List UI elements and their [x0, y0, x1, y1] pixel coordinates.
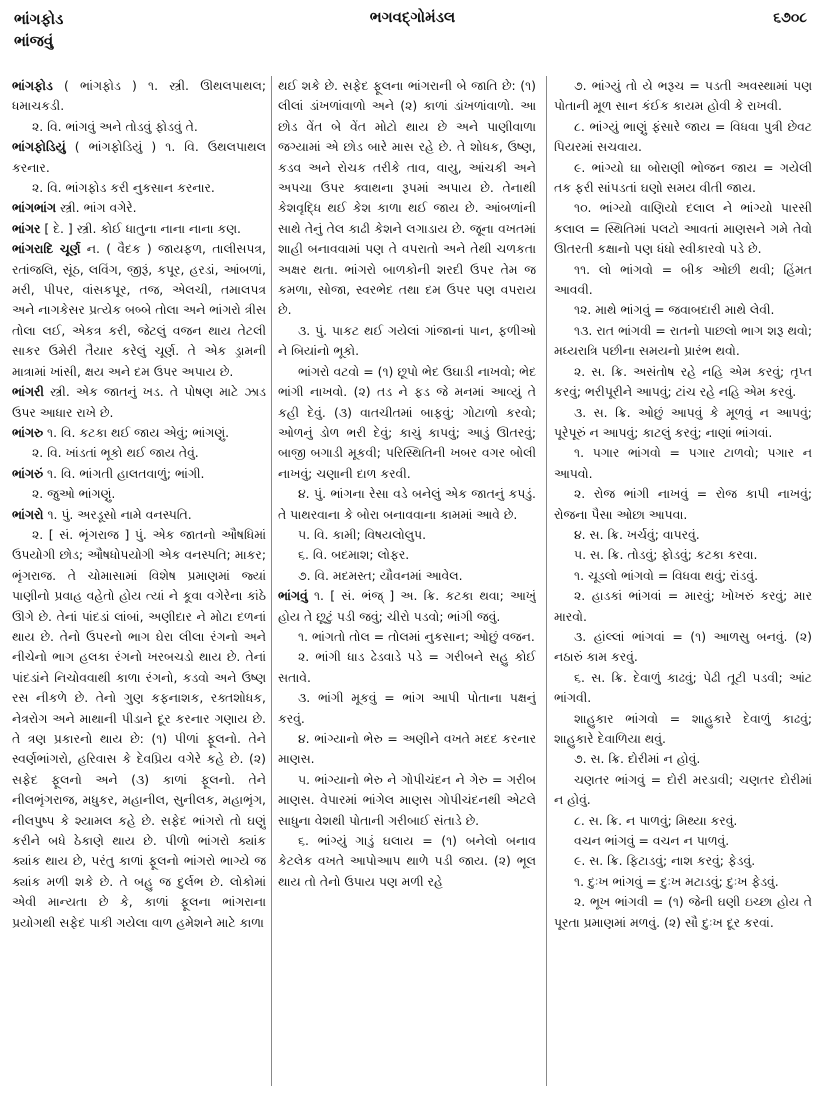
dictionary-entry [12, 423, 266, 443]
definition-text: ૧૨. માથે ભાંગવું = જવાબદારી માથે લેવી. [574, 302, 775, 318]
dictionary-entry [554, 566, 812, 586]
definition-text: ૫. ભાંગ્યાનો ભેરુ ને ગોપીચંદન ને ગેરુ = ગરીબ માણસ. વેપારમાં ભાંગેલ માણસ ગોપીચંદનથી એટલે સાધુના વેશથી પોતાની ગરીબાઈ સંતાડે છે. [278, 771, 536, 828]
dictionary-entry [554, 545, 812, 565]
dictionary-entry [554, 586, 812, 627]
column-2 [278, 76, 536, 1091]
dictionary-entry [12, 382, 266, 423]
definition-text: ૪. સ. ક્રિ. ખર્ચવું; વાપરવું. [574, 526, 700, 542]
definition-text: ૬. વિ. બદમાશ; લોફર. [298, 547, 410, 563]
definition-text: સ્ત્રી. ભાંગ વગેરે. [56, 200, 137, 216]
definition-text: ( ભાંગફોડ ) ૧. સ્ત્રી. ઊથલપાથલ; ધમાચકડી. [12, 78, 266, 114]
page-number: ૬૭૦૮ [773, 10, 807, 26]
headword: ભાંગરું [12, 465, 44, 481]
definition-text: ૮. ભાંગ્યું ભાણું ફંસારે જાય = વિધવા પુત્રી છેવટ પિયરમાં સચવાય. [554, 118, 812, 155]
dictionary-entry [278, 566, 536, 586]
first-headword: ભાંગફોડ [14, 10, 64, 28]
dictionary-entry [554, 158, 812, 199]
dictionary-entry [554, 362, 812, 403]
dictionary-entry [554, 627, 812, 668]
definition-text: ૩. પું. પાકટ થઈ ગયેલાં ગાંજાનાં પાન, ફળીઓ ને બિયાંનો ભૂકો. [278, 322, 536, 359]
headword: ભાંગફોડ [12, 78, 53, 93]
dictionary-entry [554, 749, 812, 769]
definition-text: ૨. [ સં. ભૃંગરાજ ] પું. એક જાતનો ઔષધિમાં ઉપયોગી છોડ; ઔષધોપયોગી એક વનસ્પતિ; માકર; ભૃંગરાજ. તે ચોમાસામાં વિશેષ પ્રમાણમાં જ્યાં પાણીનો પ્રવાહ વહેતો હોય ત્યાં ને કૂવા વગેરેના કાંઠે ઊગે છે. તેનાં પાંદડાં લાંબાં, અણીદાર ને મોટા દળનાં થાય છે. તેનો ઉપરનો ભાગ ઘેરા લીલા રંગનો અને નીચેનો ભાગ હલકા રંગનો ખરબચડો થાય છે. તેનાં પાંદડાંને નિચોવવાથી કાળા રંગનો, કડવો અને ઉષ્ણ રસ નીકળે છે. તેનો ગુણ કફનાશક, રક્તશોધક, નેત્રરોગ અને માથાની પીડાને દૂર કરનાર ગણાય છે. તે ત્રણ પ્રકારનો થાય છે: (૧) પીળાં ફૂલનો. તેને સ્વર્ણભાંગરો, હરિવાસ કે દેવપ્રિય વગેરે કહે છે. (૨) સફેદ ફૂલનો અને (૩) કાળાં ફૂલનો. તેને નીલભૃંગરાજ, મધુકર, મહાનીલ, સુનીલક, મહાભૃંગ, નીલપુષ્પ કે શ્યામલ કહે છે. સફેદ ભાંગરો તો ઘણું કરીને બધે ઠેકાણે થાય છે. પીળો ભાંગરો ક્યાંક ક્યાંક થાય છે, પરંતુ કાળાં ફૂલનો ભાંગરો ભાગ્યે જ ક્યાંક મળી શકે છે. તે બહુ જ દુર્લભ છે. લોકોમાં એવી માન્યતા છે કે, કાળાં ફૂલના ભાંગરાના પ્રયોગથી સફેદ પાકી ગયેલા વાળ હમેશને માટે કાળા [12, 526, 266, 930]
definition-text: ૭. સ. ક્રિ. દોરીમાં ન હોવું. [574, 751, 701, 767]
dictionary-entry [554, 770, 812, 811]
definition-text: ૨. વિ. ભાંગફોડ કરી નુકસાન કરનાર. [32, 180, 215, 196]
definition-text: ૧. ભાંગતો તોલ = તોલમાં નુકસાન; ઓછું વજન. [298, 628, 535, 644]
dictionary-entry [278, 586, 536, 627]
dictionary-entry [278, 770, 536, 831]
definition-text: શાહુકાર ભાંગવો = શાહુકારે દેવાળું કાઢવું; શાહુકારે દેવાળિયા થવું. [554, 710, 812, 746]
dictionary-entry [554, 811, 812, 831]
dictionary-entry [554, 443, 812, 484]
dictionary-entry [12, 178, 266, 198]
dictionary-entry [554, 872, 812, 892]
definition-text: ૫. સ. ક્રિ. તોડવું; ફોડવું; કટકા કરવા. [574, 547, 758, 563]
definition-text: ૨. હાડકાં ભાંગવાં = મારવું; ખોખરું કરવું; માર મારવો. [554, 588, 812, 624]
definition-text: ૩. હાંલ્લાં ભાંગવાં = (૧) આળસુ બનવું. (૨) નઠારું કામ કરવું. [554, 628, 812, 665]
dictionary-entry [278, 525, 536, 545]
last-headword: ભાંજવું [14, 32, 54, 50]
dictionary-entry [554, 709, 812, 750]
definition-text: ૧૧. લો ભાંગવો = બીક ઓછી થવી; હિંમત આવવી. [554, 261, 812, 298]
definition-text: ૧૩. રાત ભાંગવી = રાતનો પાછલો ભાગ શરૂ થવો; મધ્યરાત્રિ પછીના સમયનો પ્રારંભ થવો. [554, 322, 812, 359]
dictionary-entry [12, 117, 266, 137]
definition-text: ૧૦. ભાંગ્યો વાણિયો દલાલ ને ભાંગ્યો પારસી કલાલ = સ્થિતિમાં પલટો આવતાં માણસને ગમે તેવો ઊતરતી કક્ષાનો પણ ધંધો સ્વીકારવો પડે છે. [554, 200, 812, 257]
dictionary-entry [554, 300, 812, 320]
definition-text: ૧. વિ. કટકા થઈ જાય એવું; ભાંગણું. [43, 424, 230, 440]
column-1 [12, 76, 266, 1091]
dictionary-entry [12, 76, 266, 117]
definition-text: ન. ( વૈદક ) જાયફળ, તાલીસપત્ર, રતાંજલિ, સૂંઠ, લવિંગ, જીરૂં, કપૂર, હરડાં, આંબળાં, મરી, પીપર, વાંસકપૂર, તજ, એલચી, તમાલપત્ર અને નાગકેસર પ્રત્યેક બબ્બે તોલા અને ભાંગરો ત્રીસ તોલા લઈ, એકત્ર કરી, જેટલું વજન થાય તેટલી સાકર ઉમેરી તૈયાર કરેલું ચૂર્ણ. તે એક ડ્રામની માત્રામાં ખાંસી, ક્ષય અને દમ ઉપર અપાય છે. [12, 241, 266, 379]
dictionary-entry [12, 219, 266, 239]
dictionary-entry [554, 484, 812, 525]
headword: ભાંગરુ [12, 424, 44, 440]
dictionary-entry [278, 484, 536, 525]
dictionary-entry [278, 831, 536, 892]
dictionary-entry [554, 851, 812, 871]
headword: ભાંગભાંગ [12, 200, 56, 216]
dictionary-entry [278, 627, 536, 647]
dictionary-entry [554, 198, 812, 259]
definition-text: ૯. ભાંગ્યો ઘા બોરાણી ભોજન જાય = ગયેલી તક ફરી સાંપડતાં ઘણો સમય વીતી જાય. [554, 159, 812, 196]
dictionary-entry [278, 545, 536, 565]
dictionary-entry [12, 137, 266, 178]
definition-text: ( ભાંગફોડિયું ) ૧. વિ. ઉથલપાથલ કરનાર. [12, 139, 266, 175]
headword: ભાંગરી [12, 384, 44, 400]
column-divider [271, 76, 272, 1086]
definition-text: ૧. દુઃખ ભાંગવું = દુઃખ મટાડવું; દુઃખ ફેડવું. [574, 873, 779, 889]
definition-text: થઈ શકે છે. સફેદ ફૂલના ભાંગરાની બે જાતિ છે: (૧) લીલાં ડાંખળાંવાળો અને (૨) કાળાં ડાંખળાંવાળો. આ છોડ વેંત બે વેંત મોટો થાય છે અને પાણીવાળા જગ્યામાં એ છોડ બારે માસ રહે છે. તે શોધક, ઉષ્ણ, કડવ અને રોચક તરીકે તાવ, વાયુ, આંચકી અને અપચા ઉપર ક્વાથના રૂપમાં અપાય છે. તેનાથી કેશવૃદ્ધિ થઈ કેશ કાળા થઈ જાય છે. આંબળાંની સાથે તેનું તેલ કાઢી કેશને લગાડાય છે. જૂના વખતમાં શાહી બનાવવામાં પણ તે વપરાતો અને તેથી ચળકતા અક્ષર થતા. ભાંગરો બાળકોની શરદી ઉપર તેમ જ કમળા, સોજા, સ્વરભેદ તથા દમ ઉપર પણ વપરાય છે. [278, 78, 536, 318]
dictionary-entry [12, 198, 266, 218]
dictionary-entry [278, 729, 536, 770]
definition-text: ૨. વિ. ભાંગવું અને તોડવું ફોડવું તે. [32, 118, 198, 134]
dictionary-entry [278, 688, 536, 729]
dictionary-entry [12, 464, 266, 484]
definition-text: ૩. ભાંગી મૂકવું = ભાંગ આપી પોતાના પક્ષનું કરવું. [278, 690, 536, 726]
definition-text: ૨. સ. ક્રિ. અસંતોષ રહે નહિ એમ કરવું; તૃપ્ત કરવું; ભરીપૂરીને આપવું; ટાંચ રહે નહિ એમ કરવું. [554, 363, 812, 400]
definition-text: ૧. પગાર ભાંગવો = પગાર ટાળવો; પગાર ન આપવો. [554, 445, 812, 481]
definition-text: ૨. રોજ ભાંગી નાખવું = રોજ કાપી નાખવું; રોજના પૈસા ઓછા આપવા. [554, 486, 812, 522]
dictionary-entry [554, 668, 812, 709]
headword: ભાંગફોડિયું [12, 139, 66, 155]
book-title: ભગવદ્ગોમંડલ [369, 8, 456, 26]
dictionary-entry [12, 443, 266, 463]
definition-text: ૧. [ સં. ભંજ્ ] અ. ક્રિ. કટકા થવા; આખું હોય તે છૂટું પડી જવું; ચીરો પડવો; ભાંગી જવું. [278, 588, 536, 624]
definition-text: સ્ત્રી. એક જાતનું ખડ. તે પોષણ માટે ઝાડ ઉપર આધાર રાખે છે. [12, 384, 266, 420]
dictionary-entry [278, 362, 536, 484]
definition-text: વચન ભાંગવું = વચન ન પાળવું. [574, 833, 730, 849]
definition-text: ભાંગરો વટવો = (૧) છૂપો ભેદ ઉઘાડી નાખવો; ભેદ ભાંગી નાખવો. (૨) તડ ને ફડ જે મનમાં આવ્યું તે કહી દેવું. (૩) વાતચીતમાં બાફવું; ગોટાળો કરવો; ઓળનું ડોળ ભરી દેવું; કાચું કાપવું; આડું ઊતરવું; બાજી બગાડી મૂકવી; પરિસ્થિતિની ખબર વગર બોલી નાખવું; ચણાની દાળ કરવી. [278, 363, 536, 481]
dictionary-entry [12, 525, 266, 933]
definition-text: ૨. જુઓ ભાંગણું. [32, 486, 116, 502]
definition-text: ૫. વિ. કામી; વિષયલોલુપ. [298, 526, 427, 542]
dictionary-entry [554, 525, 812, 545]
column-divider [546, 76, 547, 1086]
definition-text: ૪. ભાંગ્યાનો ભેરુ = અણીને વખતે મદદ કરનાર માણસ. [278, 731, 536, 767]
definition-text: ૨. વિ. ખાંડતાં ભૂકો થઈ જાય તેવું. [32, 445, 199, 461]
column-3 [554, 76, 812, 1091]
definition-text: ૭. વિ. મદમસ્ત; યૌવનમાં આવેલ. [298, 567, 463, 583]
headword: ભાંગરાદિ ચૂર્ણ [12, 241, 81, 257]
dictionary-entry [12, 484, 266, 504]
definition-text: ૮. સ. ક્રિ. ન પાળવું; મિથ્યા કરવું. [574, 812, 738, 828]
definition-text: ૧. પું. અરડૂસો નામે વનસ્પતિ. [43, 506, 192, 522]
definition-text: ૬. ભાંગ્યું ગાડું ઘલાય = (૧) બનેલો બનાવ કેટલેક વખતે આપોઆપ થાળે પડી જાય. (૨) ભૂલ થાય તો તેનો ઉપાય પણ મળી રહે [278, 833, 536, 889]
dictionary-entry [554, 831, 812, 851]
definition-text: ૨. ભૂખ ભાંગવી = (૧) જેની ઘણી ઇચ્છા હોય તે પૂરતા પ્રમાણમાં મળવું. (૨) સૌ દુઃખ દૂર કરવાં. [554, 894, 812, 930]
definition-text: ૬. સ. ક્રિ. દેવાળું કાઢવું; પેઢી તૂટી પડવી; આંટ ભાંગવી. [554, 669, 812, 706]
headword: ભાંગર [12, 220, 41, 236]
definition-text: ૧. વિ. ભાંગતી હાલતવાળું; ભાંગી. [43, 465, 205, 481]
definition-text: ૧. ચૂડલો ભાંગવો = વિધવા થવું; રાંડવું. [574, 567, 759, 583]
dictionary-entry [278, 321, 536, 362]
definition-text: ૩. સ. ક્રિ. ઓછું આપવું કે મૂળવું ન આપવું; પૂરેપૂરું ન આપવું; કાટલું કરવું; નાણાં ભાંગવાં. [554, 404, 812, 440]
dictionary-entry [554, 76, 812, 117]
dictionary-entry [12, 239, 266, 382]
headword: ભાંગરો [12, 506, 44, 522]
dictionary-entry [554, 321, 812, 362]
definition-text: ૭. ભાંગ્યું તો યે ભરૂચ = પડતી અવસ્થામાં પણ પોતાની મૂળ સાન કંઈક કાયમ હોવી કે રાખવી. [554, 78, 812, 114]
definition-text: ચણતર ભાંગવું = દોરી મરડાવી; ચણતર દોરીમાં ન હોવું. [554, 771, 812, 808]
dictionary-entry [278, 76, 536, 321]
definition-text: [ દે. ] સ્ત્રી. કોઈ ધાતુના નાના નાના કણ. [40, 220, 241, 236]
headword: ભાંગવું [278, 588, 308, 604]
dictionary-entry [554, 260, 812, 301]
definition-text: ૪. પું. ભાંગના રેસા વડે બનેલું એક જાતનું કપડું. તે પાથરવાના કે બોરા બનાવવાના કામમાં આવે છે. [278, 486, 536, 522]
dictionary-entry [12, 505, 266, 525]
dictionary-entry [278, 647, 536, 688]
definition-text: ૨. ભાંગી ધાડ ઢેડવાડે પડે = ગરીબને સહુ કોઈ સતાવે. [278, 649, 536, 685]
definition-text: ૯. સ. ક્રિ. ફિટાડવું; નાશ કરવું; ફેડવું. [574, 853, 756, 869]
dictionary-entry [554, 117, 812, 158]
dictionary-entry [554, 403, 812, 444]
dictionary-entry [554, 892, 812, 933]
